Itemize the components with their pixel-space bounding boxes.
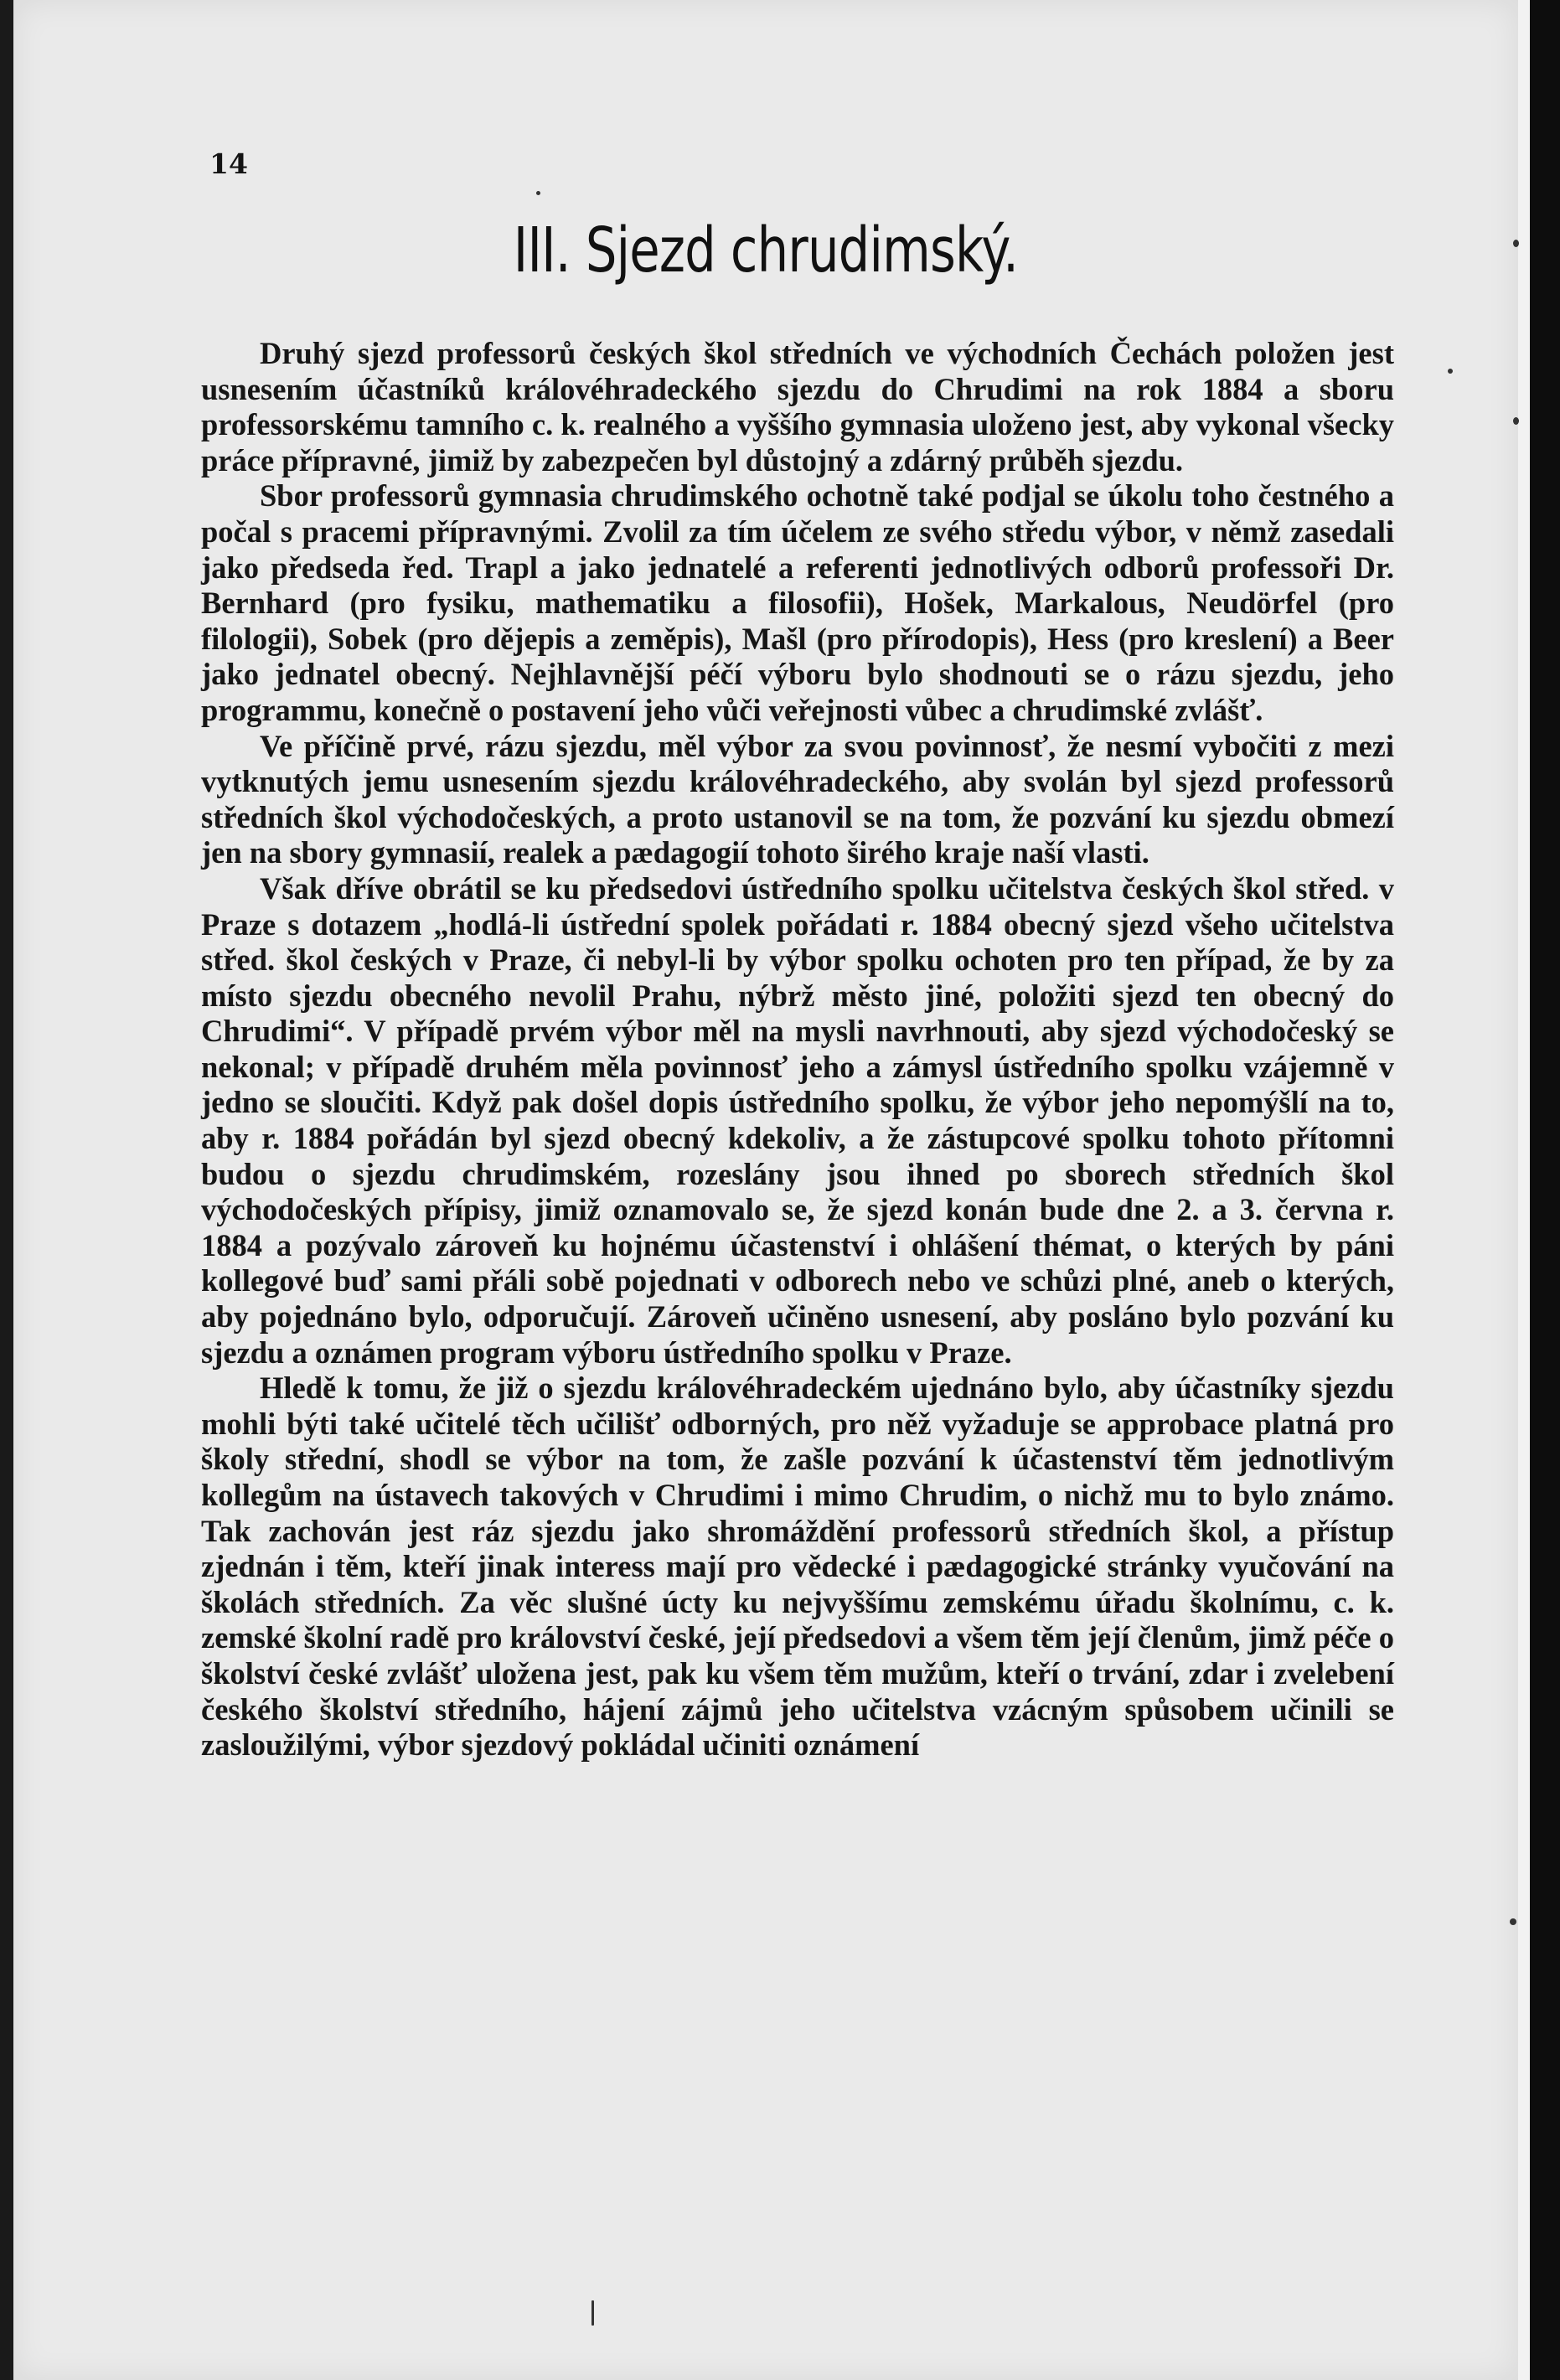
scan-speck bbox=[1448, 369, 1453, 374]
scan-speck bbox=[1513, 240, 1519, 247]
page-number: 14 bbox=[209, 147, 248, 180]
paragraph: Hledě k tomu, že již o sjezdu královéhradeckém ujednáno bylo, aby účastníky sjezdu mohli býti také učitelé těch učilišť odborných, pro něž vyžaduje se approbace platná pro školy střední, shodl se výbor na tom, že zašle pozvání k účastenství těm jednotlivým kollegům na ústavech takových v Chrudimi i mimo Chrudim, o nichž mu to bylo známo. Tak zachován jest ráz sjezdu jako shromáždění professorů středních škol, a přístup zjednán i těm, kteří jinak interess mají pro vědecké i pædagogické stránky vyučování na školách středních. Za věc slušné úcty ku nejvyššímu zemskému úřadu školnímu, c. k. zemské školní radě pro království české, její předsedovi a všem těm její členům, jimž péče o školství české zvlášť uložena jest, pak ku všem těm mužům, kteří o trvání, zdar i zvelebení českého školství středního, hájení zájmů jeho učitelstva vzácným spůsobem učinili se zasloužilými, výbor sjezdový pokládal učiniti oznámení bbox=[201, 1371, 1394, 1763]
paragraph: Však dříve obrátil se ku předsedovi ústředního spolku učitelstva českých škol střed. v Praze s dotazem „hodlá-li ústřední spolek pořádati r. 1884 obecný sjezd všeho učitelstva střed. škol českých v Praze, či nebyl-li by výbor spolku ochoten pro ten případ, že by za místo sjezdu obecného nevolil Prahu, nýbrž město jiné, položiti sjezd ten obecný do Chrudimi“. V případě prvém výbor měl na mysli navrhnouti, aby sjezd východočeský se nekonal; v případě druhém měla povinnosť jeho a zámysl ústředního spolku vzájemně v jedno se sloučiti. Když pak došel dopis ústředního spolku, že výbor jeho nepomýšlí na to, aby r. 1884 pořádán byl sjezd obecný kdekoliv, a že zástupcové spolku tohoto přítomni budou o sjezdu chrudimském, rozeslány jsou ihned po sborech středních škol východočeských přípisy, jimiž oznamovalo se, že sjezd konán bude dne 2. a 3. června r. 1884 a pozývalo zároveň ku hojnému účastenství i ohlášení thémat, o kterých by páni kollegové buď sami přáli sobě pojednati v odborech nebo ve schůzi plné, aneb o kterých, aby pojednáno bylo, odporučují. Zároveň učiněno usnesení, aby posláno bylo pozvání ku sjezdu a oznámen program výboru ústředního spolku v Praze. bbox=[201, 870, 1394, 1370]
scan-speck bbox=[1510, 1918, 1516, 1925]
scan-speck bbox=[536, 191, 540, 195]
section-heading: III. Sjezd chrudimský. bbox=[513, 214, 1019, 287]
paragraph: Ve příčině prvé, rázu sjezdu, měl výbor za svou povinnosť, že nesmí vybočiti z mezi vytknutých jemu usnesením sjezdu královéhradeckého, aby svolán byl sjezd professorů středních škol východočeských, a proto ustanovil se na tom, že pozvání ku sjezdu obmezí jen na sbory gymnasií, realek a pædagogií tohoto širého kraje naší vlasti. bbox=[201, 728, 1394, 870]
paragraph: Druhý sjezd professorů českých škol středních ve východních Čechách položen jest usnesením účastníků královéhradeckého sjezdu do Chrudimi na rok 1884 a sboru professorskému tamního c. k. realného a vyššího gymnasia uloženo jest, aby vykonal všecky práce přípravné, jimiž by zabezpečen byl důstojný a zdárný průběh sjezdu. bbox=[201, 336, 1394, 478]
scan-border bbox=[1530, 0, 1560, 2380]
scan-speck bbox=[1513, 417, 1519, 425]
scan-speck bbox=[591, 2300, 594, 2326]
document-page bbox=[13, 0, 1518, 2380]
paragraph: Sbor professorů gymnasia chrudimského ochotně také podjal se úkolu toho čestného a počal s pracemi přípravnými. Zvolil za tím účelem ze svého středu výbor, v němž zasedali jako předseda řed. Trapl a jako jednatelé a referenti jednotlivých odborů professoři Dr. Bernhard (pro fysiku, mathematiku a filosofii), Hošek, Markalous, Neudörfel (pro filologii), Sobek (pro dějepis a zeměpis), Mašl (pro přírodopis), Hess (pro kreslení) a Beer jako jednatel obecný. Nejhlavnější péčí výboru bylo shodnouti se o rázu sjezdu, jeho programmu, konečně o postavení jeho vůči veřejnosti vůbec a chrudimské zvlášť. bbox=[201, 478, 1394, 727]
body-text bbox=[201, 336, 1394, 1763]
scan-edge bbox=[1518, 0, 1530, 2380]
